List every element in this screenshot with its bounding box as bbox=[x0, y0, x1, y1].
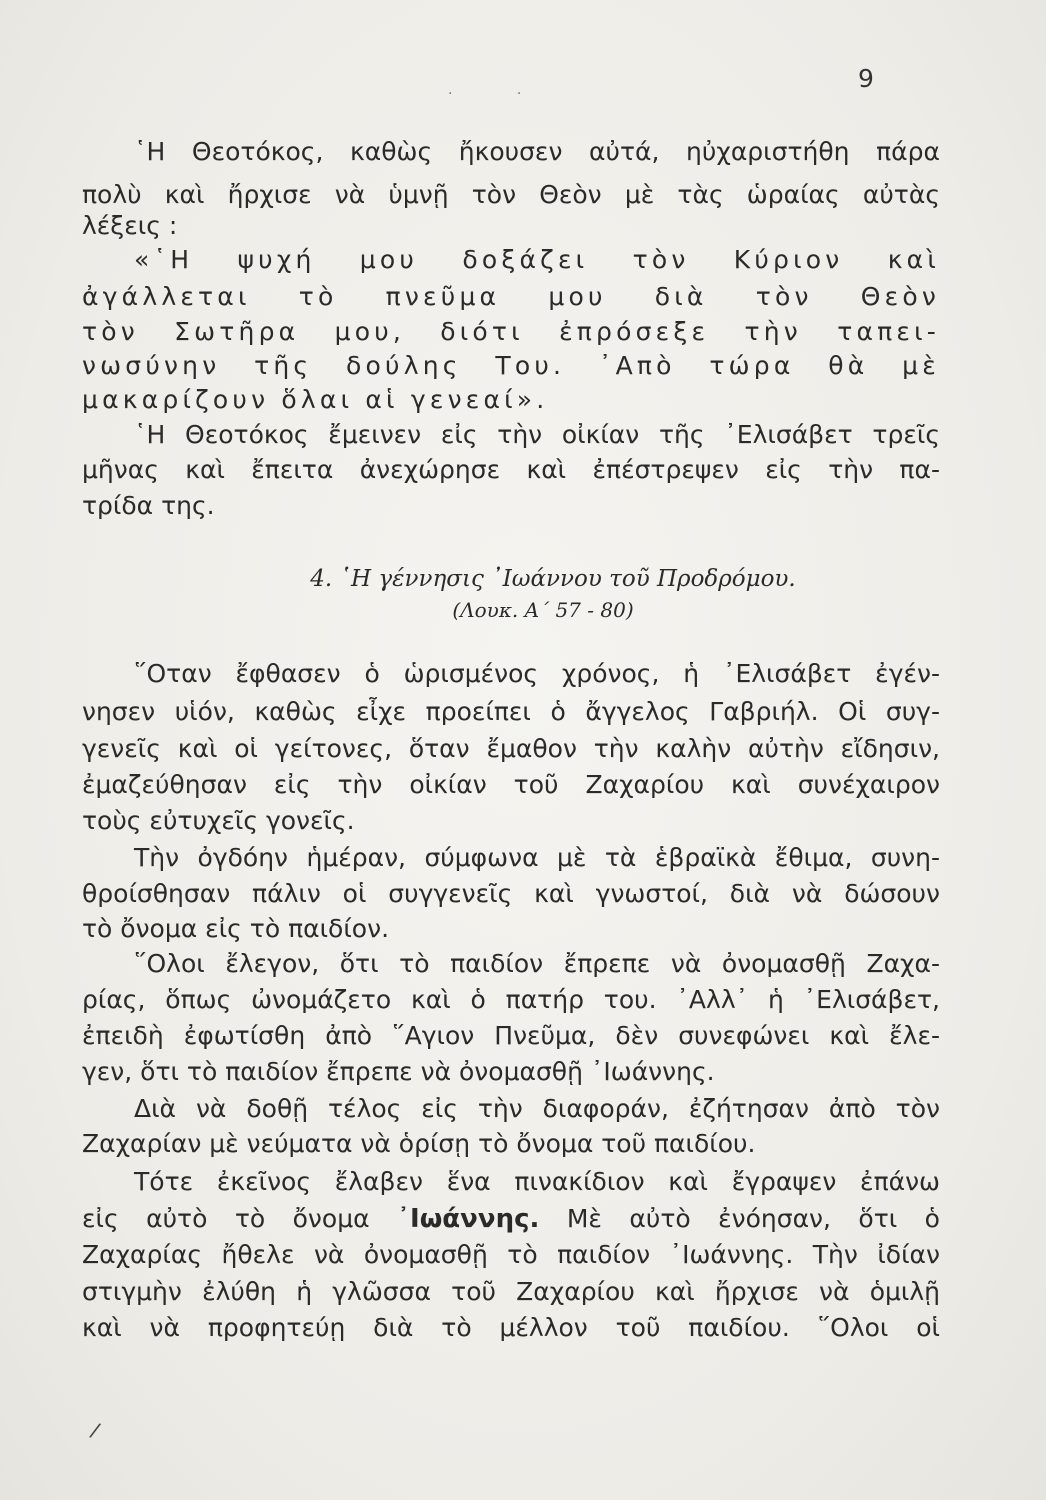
text-line: μῆνας καὶ ἔπειτα ἀνεχώρησε καὶ ἐπέστρεψεν εἰς τὴν πα- bbox=[82, 455, 940, 484]
text-line: ῞Οταν ἔφθασεν ὁ ὡρισμένος χρόνος, ἡ ᾿Ελισάβετ ἐγέν- bbox=[134, 659, 940, 688]
text-line: τρίδα της. bbox=[82, 491, 215, 520]
text-line: ἐπειδὴ ἐφωτίσθη ἀπὸ ῞Αγιον Πνεῦμα, δὲν συνεφώνει καὶ ἔλε- bbox=[82, 1021, 940, 1050]
text-line: ῾Η Θεοτόκος, καθὼς ἤκουσεν αὐτά, ηὐχαριστήθη πάρα bbox=[134, 137, 940, 166]
text-segment: Μὲ αὐτὸ ἐνόησαν, ὅτι ὁ bbox=[566, 1204, 940, 1233]
text-line: γενεῖς καὶ οἱ γείτονες, ὅταν ἔμαθον τὴν καλὴν αὐτὴν εἴδησιν, bbox=[82, 734, 940, 763]
quote-line: τὸν Σωτῆρα μου, διότι ἐπρόσεξε τὴν ταπει- bbox=[82, 317, 940, 346]
text-line bbox=[82, 1203, 940, 1235]
quote-line: «῾Η ψυχή μου δοξάζει τὸν Κύριον καὶ bbox=[134, 245, 940, 274]
quote-line: νωσύνην τῆς δούλης Του. ᾿Απὸ τώρα θὰ μὲ bbox=[82, 351, 940, 380]
text-line: Τότε ἐκεῖνος ἔλαβεν ἕνα πινακίδιον καὶ ἔγραψεν ἐπάνω bbox=[134, 1167, 940, 1196]
text-line: Ζαχαρίας ἤθελε νὰ ὀνομασθῇ τὸ παιδίον ᾿Ιωάννης. Τὴν ἰδίαν bbox=[82, 1240, 940, 1269]
quote-line: ἀγάλλεται τὸ πνεῦμα μου διὰ τὸν Θεὸν bbox=[82, 282, 940, 311]
text-line: τοὺς εὐτυχεῖς γονεῖς. bbox=[82, 806, 355, 835]
emphasized-name: ᾿Ιωάννης. bbox=[397, 1204, 540, 1234]
text-line: πολὺ καὶ ἤρχισε νὰ ὑμνῇ τὸν Θεὸν μὲ τὰς ὡραίας αὐτὰς bbox=[82, 180, 940, 209]
text-line: στιγμὴν ἐλύθη ἡ γλῶσσα τοῦ Ζαχαρίου καὶ ἤρχισε νὰ ὁμιλῇ bbox=[82, 1277, 940, 1306]
page-number: 9 bbox=[858, 64, 874, 93]
text-line: Διὰ νὰ δοθῇ τέλος εἰς τὴν διαφοράν, ἐζήτησαν ἀπὸ τὸν bbox=[134, 1094, 940, 1123]
section-reference: (Λουκ. Α΄ 57 - 80) bbox=[452, 598, 634, 622]
text-line: ἐμαζεύθησαν εἰς τὴν οἰκίαν τοῦ Ζαχαρίου καὶ συνέχαιρον bbox=[82, 770, 940, 799]
text-line: Τὴν ὀγδόην ἡμέραν, σύμφωνα μὲ τὰ ἑβραϊκὰ ἔθιμα, συνη- bbox=[134, 843, 940, 872]
text-line: λέξεις : bbox=[82, 211, 178, 240]
text-line: ρίας, ὅπως ὠνομάζετο καὶ ὁ πατήρ του. ᾿Αλλ᾿ ἡ ᾿Ελισάβετ, bbox=[82, 985, 940, 1014]
text-line: ῞Ολοι ἔλεγον, ὅτι τὸ παιδίον ἔπρεπε νὰ ὀνομασθῇ Ζαχα- bbox=[134, 949, 940, 978]
print-specks: . . bbox=[448, 82, 552, 98]
text-line: ῾Η Θεοτόκος ἔμεινεν εἰς τὴν οἰκίαν τῆς ᾿Ελισάβετ τρεῖς bbox=[134, 420, 940, 449]
section-title: 4. ῾Η γέννησις ᾿Ιωάννου τοῦ Προδρόμου. bbox=[310, 566, 796, 592]
text-segment: εἰς αὐτὸ τὸ ὄνομα bbox=[82, 1204, 370, 1233]
quote-line: μακαρίζουν ὅλαι αἱ γενεαί». bbox=[82, 385, 549, 414]
text-line: τὸ ὄνομα εἰς τὸ παιδίον. bbox=[82, 914, 390, 943]
text-line: θροίσθησαν πάλιν οἱ συγγενεῖς καὶ γνωστοί, διὰ νὰ δώσουν bbox=[82, 879, 940, 908]
text-line: γεν, ὅτι τὸ παιδίον ἔπρεπε νὰ ὀνομασθῇ ᾿Ιωάννης. bbox=[82, 1057, 715, 1086]
text-line: νησεν υἱόν, καθὼς εἶχε προείπει ὁ ἄγγελος Γαβριήλ. Οἱ συγ- bbox=[82, 697, 940, 726]
margin-mark: / bbox=[88, 1417, 103, 1443]
text-line: Ζαχαρίαν μὲ νεύματα νὰ ὁρίσῃ τὸ ὄνομα τοῦ παιδίου. bbox=[82, 1129, 756, 1158]
text-line: καὶ νὰ προφητεύῃ διὰ τὸ μέλλον τοῦ παιδίου. ῞Ολοι οἱ bbox=[82, 1313, 940, 1342]
